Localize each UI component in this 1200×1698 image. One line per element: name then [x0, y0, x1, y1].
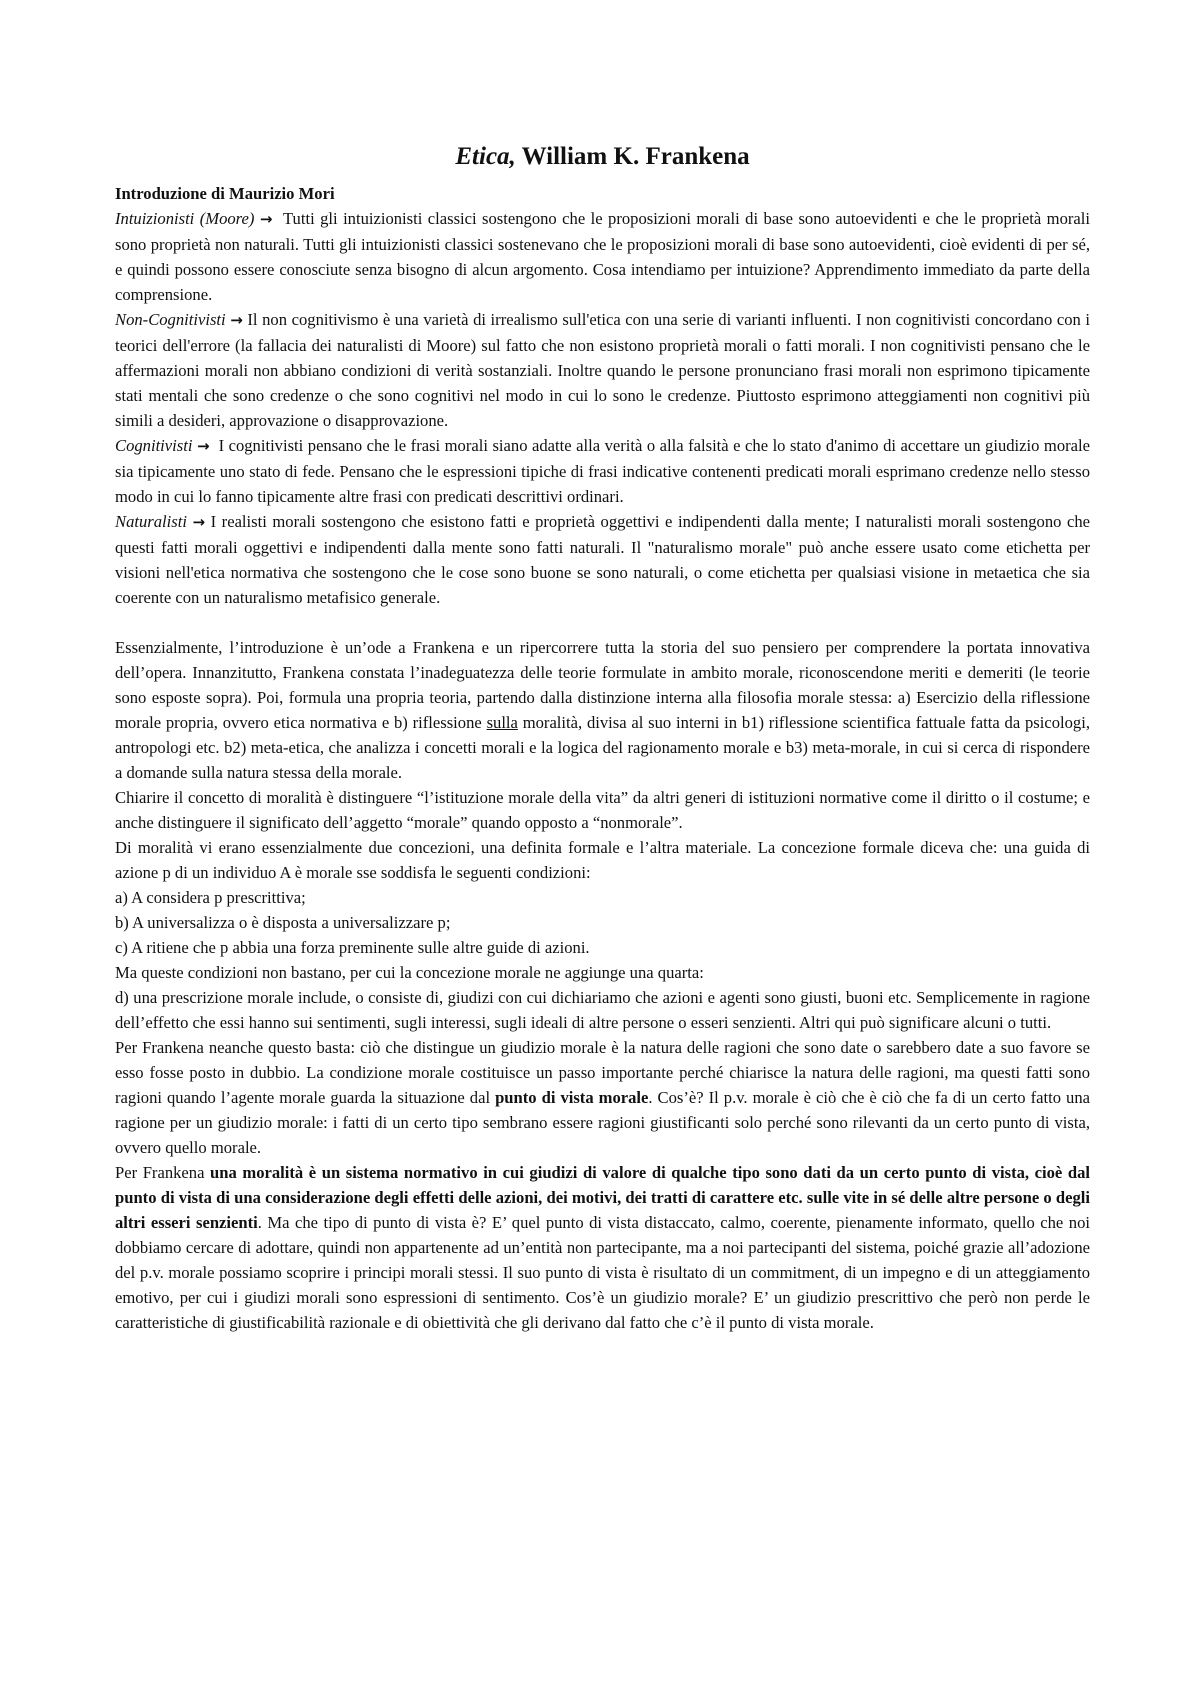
title-italic: Etica, [455, 143, 516, 170]
essay-text: . Cos’è? Il p.v. morale è ciò che è ciò che fa di un certo fatto una ragione per un giudizio morale: i fatti di un certo tipo sembrano essere ragioni giustificanti solo perché sono rilevanti da un certo punto di vista, ovvero quello morale. [115, 1088, 1090, 1157]
definition-non-cognitivisti [115, 307, 1090, 433]
arrow-icon: → [230, 311, 243, 329]
arrow-icon: → [196, 437, 210, 455]
section-heading: Introduzione di Maurizio Mori [115, 184, 335, 203]
essay-text: . Ma che tipo di punto di vista è? E’ quel punto di vista distaccato, calmo, coerente, pienamente informato, quello che noi dobbiamo cercare di adottare, quindi non appartenente ad un’entità non partecipante, ma a noi partecipanti del sistema, poiché grazie all’adozione del p.v. morale possiamo scoprire i principi morali stessi. Il suo punto di vista è risultato di un commitment, di un impegno e di un atteggiamento emotivo, per cui i giudizi morali sono espressioni di sentimento. Cos’è un giudizio morale? E’ un giudizio prescrittivo che però non perde le caratteristiche di giustificabilità razionale e di obiettività che gli derivano dal fatto che c’è il punto di vista morale. [115, 1213, 1090, 1332]
definition-naturalisti [115, 509, 1090, 610]
condition-b: b) A universalizza o è disposta a universalizzare p; [115, 913, 451, 932]
title-rest: William K. Frankena [515, 143, 750, 170]
essay-text: Per Frankena [115, 1163, 211, 1182]
essay-paragraph-7 [115, 1160, 1090, 1335]
essay-paragraph-3: Di moralità vi erano essenzialmente due concezioni, una definita formale e l’altra materiale. La concezione formale diceva che: una guida di azione p di un individuo A è morale sse soddisfa le seguenti condizioni: [115, 838, 1090, 882]
definition-text: Tutti gli intuizionisti classici sostengono che le proposizioni morali di base sono autoevidenti e che le proprietà morali sono proprietà non naturali. Tutti gli intuizionisti classici sostenevano che le proposizioni morali di base sono autoevidenti, cioè evidenti di per sé, e quindi possono essere conosciute senza bisogno di alcun argomento. Cosa intendiamo per intuizione? Apprendimento immediato da parte della comprensione. [115, 209, 1090, 304]
essay-paragraph-1 [115, 635, 1090, 785]
paragraph-spacer [115, 610, 1090, 635]
condition-a: a) A considera p prescrittiva; [115, 888, 306, 907]
definition-term: Naturalisti [115, 512, 187, 531]
arrow-icon: → [259, 210, 273, 228]
underlined-word: sulla [486, 713, 518, 732]
essay-paragraph-2: Chiarire il concetto di moralità è distinguere “l’istituzione morale della vita” da altri generi di istituzioni normative come il diritto o il costume; e anche distinguere il significato dell’aggetto “morale” quando opposto a “nonmorale”. [115, 788, 1090, 832]
essay-paragraph-4: Ma queste condizioni non bastano, per cui la concezione morale ne aggiunge una quarta: [115, 963, 704, 982]
bold-phrase: punto di vista morale [495, 1088, 649, 1107]
bold-definition: una moralità è un sistema normativo in cui giudizi di valore di qualche tipo sono dati da un certo punto di vista, cioè dal punto di vista di una considerazione degli effetti delle azioni, dei motivi, dei tratti di carattere etc. sulle vite in sé delle altre persone o degli altri esseri senzienti [115, 1163, 1090, 1232]
definition-cognitivisti [115, 433, 1090, 509]
arrow-icon: → [192, 513, 206, 531]
definition-term: Cognitivisti [115, 436, 193, 455]
document-page [115, 140, 1090, 1335]
essay-text: Per Frankena neanche questo basta: ciò che distingue un giudizio morale è la natura delle ragioni che sono date o sarebbero date a suo favore se esso fosse posto in dubbio. La condizione morale costituisce un passo importante perché chiarisce la natura delle ragioni, ma questi fatti sono ragioni quando l’agente morale guarda la situazione dal [115, 1038, 1090, 1107]
definition-term: Intuizionisti (Moore) [115, 209, 255, 228]
definition-intuizionisti [115, 206, 1090, 307]
essay-text: Essenzialmente, l’introduzione è un’ode a Frankena e un ripercorrere tutta la storia del suo pensiero per comprendere la portata innovativa dell’opera. Innanzitutto, Frankena constata l’inadeguatezza delle teorie formulate in ambito morale, riconoscendone meriti e demeriti (le teorie sono esposte sopra). Poi, formula una propria teoria, partendo dalla distinzione interna alla filosofia morale stessa: a) Esercizio della riflessione morale propria, ovvero etica normativa e b) riflessione [115, 638, 1090, 732]
essay-paragraph-6 [115, 1035, 1090, 1160]
condition-c: c) A ritiene che p abbia una forza preminente sulle altre guide di azioni. [115, 938, 590, 957]
definition-text: I realisti morali sostengono che esistono fatti e proprietà oggettivi e indipendenti dalla mente; I naturalisti morali sostengono che questi fatti morali oggettivi e indipendenti dalla mente sono fatti naturali. Il "naturalismo morale" può anche essere usato come etichetta per visioni nell'etica normativa che sostengono che le cose sono buone se sono naturali, o come etichetta per qualsiasi visione in metaetica che sia coerente con un naturalismo metafisico generale. [115, 512, 1090, 607]
condition-d: d) una prescrizione morale include, o consiste di, giudizi con cui dichiariamo che azioni e agenti sono giusti, buoni etc. Semplicemente in ragione dell’effetto che essi hanno sui sentimenti, sugli interessi, sugli ideali di altre persone o esseri senzienti. Altri qui può significare alcuni o tutti. [115, 988, 1090, 1032]
document-title [115, 140, 1090, 174]
definition-text: Il non cognitivismo è una varietà di irrealismo sull'etica con una serie di varianti influenti. I non cognitivisti concordano con i teorici dell'errore (la fallacia dei naturalisti di Moore) sul fatto che non esistono proprietà morali o fatti morali. I non cognitivisti pensano che le affermazioni morali non abbiano condizioni di verità sostanziali. Inoltre quando le persone pronunciano frasi morali non esprimono tipicamente stati mentali che sono credenze o che sono cognitivi nel modo in cui lo sono le credenze. Piuttosto esprimono atteggiamenti non cognitivi più simili a desideri, approvazione o disapprovazione. [115, 310, 1090, 430]
definition-text: I cognitivisti pensano che le frasi morali siano adatte alla verità o alla falsità e che lo stato d'animo di accettare un giudizio morale sia tipicamente uno stato di fede. Pensano che le espressioni tipiche di frasi indicative contenenti predicati morali esprimano credenze nello stesso modo in cui lo fanno tipicamente altre frasi con predicati descrittivi ordinari. [115, 436, 1090, 506]
definition-term: Non-Cognitivisti [115, 310, 226, 329]
essay-text: moralità, divisa al suo interni in b1) riflessione scientifica fattuale fatta da psicologi, antropologi etc. b2) meta-etica, che analizza i concetti morali e la logica del ragionamento morale e b3) meta-morale, in cui si cerca di rispondere a domande sulla natura stessa della morale. [115, 713, 1090, 782]
